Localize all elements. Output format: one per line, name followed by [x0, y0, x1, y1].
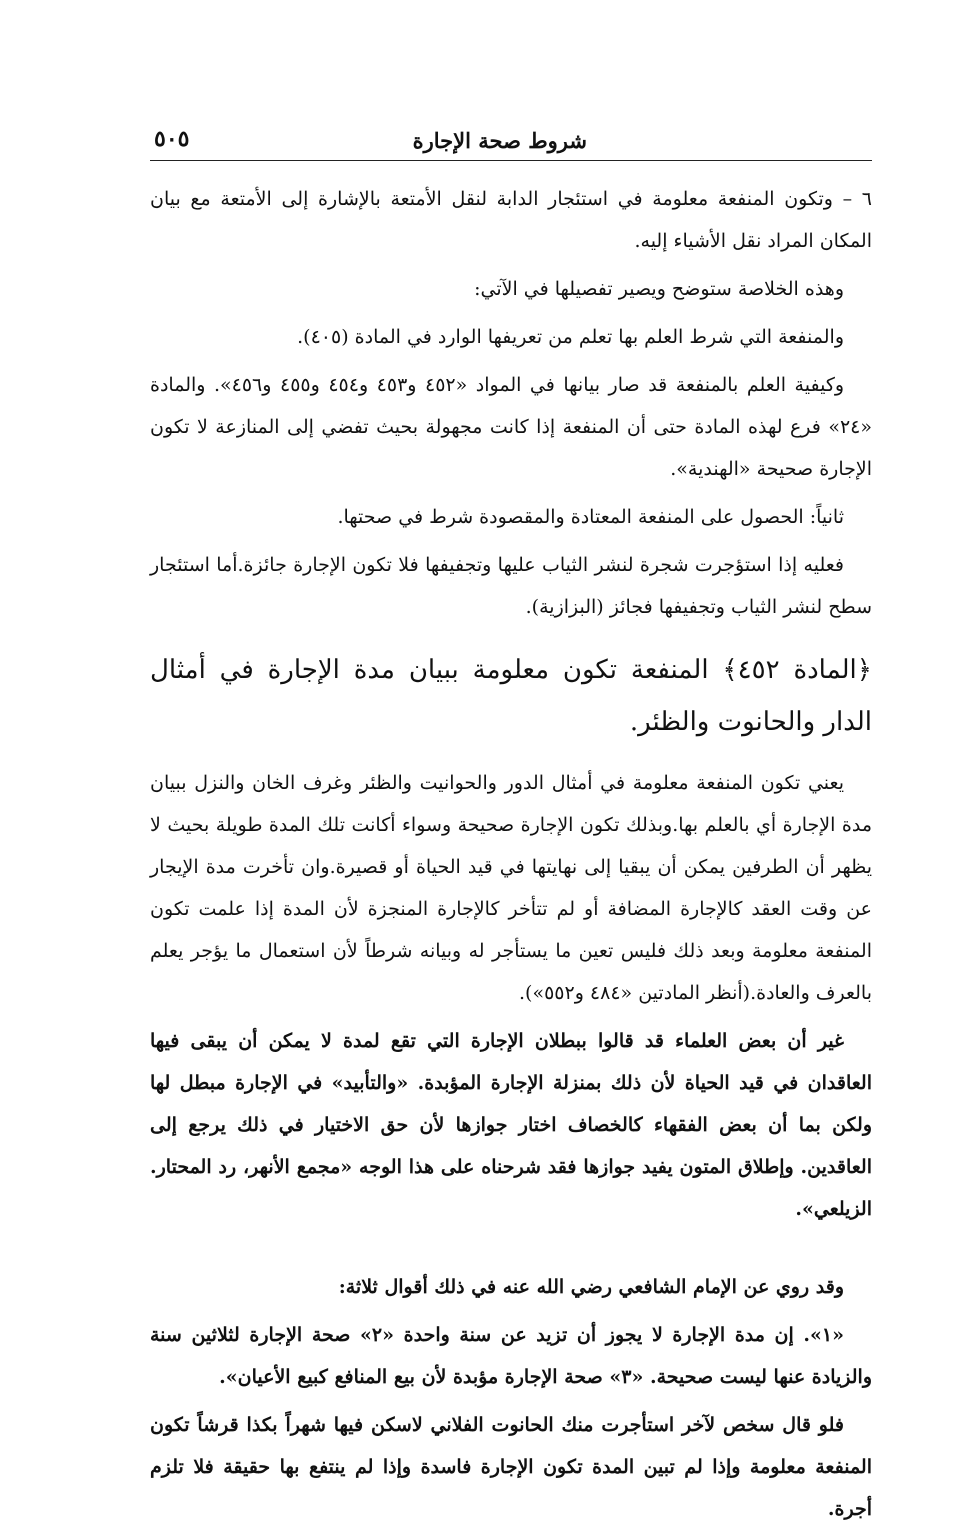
paragraph-shafii-views: «١». إن مدة الإجارة لا يجوز أن تزيد عن سنة واحدة «٢» صحة الإجارة لثلاثين سنة والزيادة عنها ليست صحيحة. «٣» صحة الإجارة مؤبدة لأن بيع المنافع كبيع الأعيان». [150, 1324, 872, 1388]
paragraph-shop-example: فلو قال سخص لآخر استأجرت منك الحانوت الفلاني لاسكن فيها شهراً بكذا قرشاً تكون المنفعة معلومة وإذا لم تبين المدة تكون الإجارة فاسدة وإذا لم ينتفع بها حقيقة فلا تلزم أجرة. [150, 1414, 872, 1520]
paragraph-scholars-opinion: غير أن بعض العلماء قد قالوا ببطلان الإجارة التي تقع لمدة لا يمكن أن يبقى فيها العاقدان في قيد الحياة لأن ذلك بمنزلة الإجارة المؤبدة. «والتأبيد» في الإجارة مبطل لها ولكن بما أن بعض الفقهاء كالخصاف اختار جوازها لأن حق الاختيار في ذلك يرجع إلى العاقدين. وإطلاق المتون يفيد جوازها فقد شرحناه على هذا الوجه «مجمع الأنهر، رد المحتار. الزيلعي». [150, 1030, 872, 1220]
paragraph-second-condition: ثانياً: الحصول على المنفعة المعتادة والمقصودة شرط في صحتها. [337, 506, 844, 528]
paragraph-shafii-intro: وقد روي عن الإمام الشافعي رضي الله عنه في ذلك أقوال ثلاثة: [338, 1276, 844, 1298]
page-number: ٥٠٥ [154, 126, 190, 152]
page-body [150, 178, 872, 1536]
paragraph-explanation: يعني تكون المنفعة معلومة في أمثال الدور والحوانيت والظئر وغرف الخان والنزل ببيان مدة الإجارة أي بالعلم بها.وبذلك تكون الإجارة صحيحة وسواء أكانت تلك المدة طويلة بحيث لا يظهر أن الطرفين يمكن أن يبقيا إلى نهايتها في قيد الحياة أو قصيرة.وان تأخرت مدة الإيجار عن وقت العقد كالإجارة المضافة أو لم تتأخر كالإجارة المنجزة لأن المدة إذا علمت تكون المنفعة معلومة وبعد ذلك فليس تعين ما يستأجر له وبيانه شرطاً لأن استعمال ما يؤجر يعلم بالعرف والعادة.(أنظر المادتين «٤٨٤ و٥٥٢»). [150, 772, 872, 1004]
paragraph-summary: وهذه الخلاصة ستوضح ويصير تفصيلها في الآتي: [474, 278, 844, 300]
paragraph-articles-reference: وكيفية العلم بالمنفعة قد صار بيانها في المواد «٤٥٢ و٤٥٣ و٤٥٤ و٤٥٥ و٤٥٦». والمادة «٢٤» فرع لهذه المادة حتى أن المنفعة إذا كانت مجهولة بحيث تفضي إلى المنازعة لا تكون الإجارة صحيحة «الهندية». [150, 374, 872, 480]
paragraph-tree-example: فعليه إذا استؤجرت شجرة لنشر الثياب عليها وتجفيفها فلا تكون الإجارة جائزة.أما استئجار سطح لنشر الثياب وتجفيفها فجائز (البزازية). [150, 554, 872, 618]
spacer [150, 1236, 872, 1266]
running-title: شروط صحة الإجارة [412, 128, 587, 153]
paragraph-item-6: ٦ – وتكون المنفعة معلومة في استئجار الدابة لنقل الأمتعة بالإشارة إلى الأمتعة مع بيان المكان المراد نقل الأشياء إليه. [150, 188, 872, 252]
article-heading: ﴿المادة ٤٥٢﴾ المنفعة تكون معلومة ببيان مدة الإجارة في أمثال الدار والحانوت والظئر. [150, 655, 872, 737]
paragraph-knowledge-condition: والمنفعة التي شرط العلم بها تعلم من تعريفها الوارد في المادة (٤٠٥). [297, 326, 844, 348]
page-header [150, 120, 872, 161]
